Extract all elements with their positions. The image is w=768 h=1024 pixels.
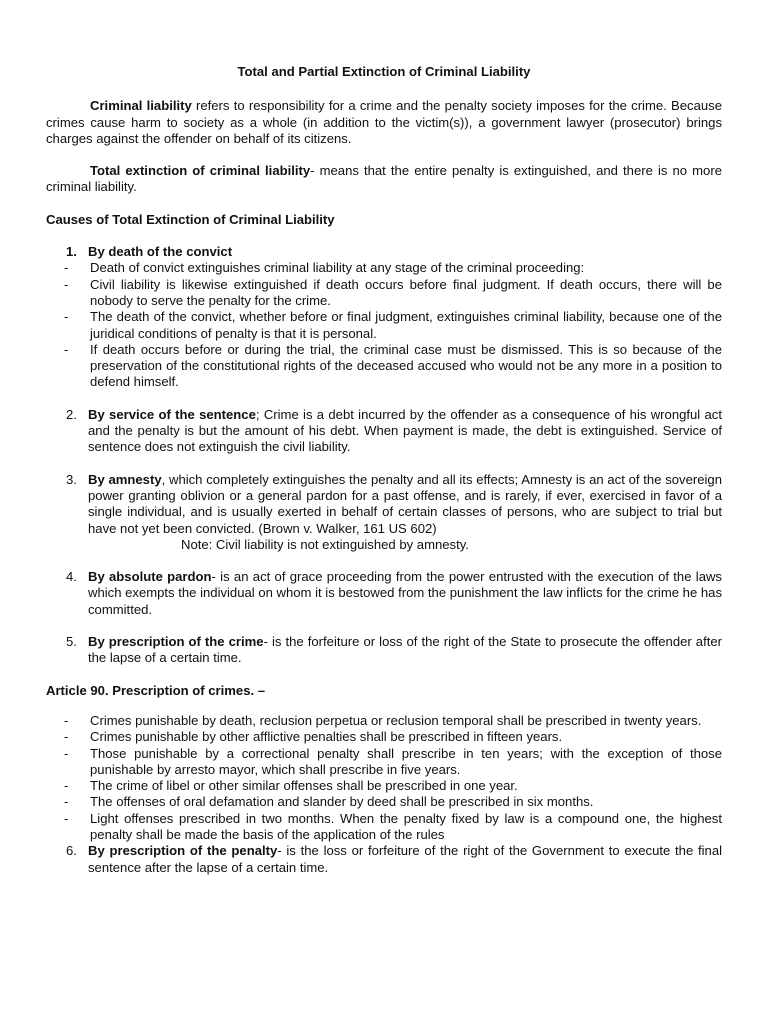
item-title: By prescription of the crime — [88, 634, 264, 650]
item-text: - is the forfeiture or loss of the right of the State to prosecute the offender after the lapse of a certain time. — [88, 634, 723, 666]
amnesty-note: Note: Civil liability is not extinguished by amnesty. — [181, 536, 469, 552]
death-bullet-list — [46, 260, 722, 390]
item-title: By absolute pardon — [88, 569, 212, 585]
item-number: 3. — [66, 471, 77, 487]
item-number: 6. — [66, 843, 77, 859]
item-title: By death of the convict — [88, 244, 233, 260]
list-item: - Crimes punishable by other afflictive penalties shall be prescribed in fifteen years. — [64, 729, 563, 745]
intro-total-extinction-text: - means that the entire penalty is extinguished, and there is no more criminal liability. — [46, 163, 722, 195]
term-total-extinction: Total extinction of criminal liability — [90, 163, 311, 179]
cause-item-1-header — [46, 244, 722, 260]
item-number: 5. — [66, 634, 77, 650]
item-text: - is the loss or forfeiture of the right of the Government to execute the final sentence after the lapse of a certain time. — [88, 843, 723, 875]
list-item: - Death of convict extinguishes criminal liability at any stage of the criminal proceeding: — [64, 260, 585, 276]
document-title: Total and Partial Extinction of Criminal Liability — [237, 64, 531, 79]
cause-item-1 — [46, 244, 722, 391]
term-criminal-liability: Criminal liability — [90, 98, 192, 114]
cause-item-3 — [46, 472, 722, 553]
intro-criminal-liability — [46, 98, 722, 147]
cause-item-4 — [46, 569, 722, 618]
item-title: By prescription of the penalty — [88, 843, 278, 859]
intro-total-extinction — [46, 163, 722, 196]
item-number: 2. — [66, 406, 77, 422]
item-title: By service of the sentence — [88, 406, 256, 422]
list-item: - Crimes punishable by death, reclusion perpetua or reclusion temporal shall be prescribed in twenty years. — [64, 712, 702, 728]
item-text: - is an act of grace proceeding from the power entrusted with the execution of the laws which exempts the individual on whom it is bestowed from the punishment the law inflicts for the crime he has committed. — [88, 569, 722, 617]
article-90-bullet-list — [46, 713, 722, 843]
list-item: - Those punishable by a correctional penalty shall prescribe in ten years; with the exception of those punishable by arresto mayor, which shall prescribe in five years. — [64, 745, 722, 777]
list-item: - The death of the convict, whether before or final judgment, extinguishes criminal liability, because one of the juridical conditions of penalty is that it is personal. — [64, 309, 722, 341]
item-text: , which completely extinguishes the penalty and all its effects; Amnesty is an act of the sovereign power granting oblivion or a general pardon for a past offense, and is rarely, if ever, exercised in favor of a single individual, and is usually exerted in behalf of certain classes of persons, who are subject to trial but have not yet been convicted. (Brown v. Walker, 161 US 602) — [88, 471, 722, 536]
list-item: - If death occurs before or during the trial, the criminal case must be dismissed. This is so because of the preservation of the constitutional rights of the deceased accused who would not be any more in a position to defend himself. — [64, 341, 722, 390]
item-text: ; Crime is a debt incurred by the offender as a consequence of his wrongful act and the penalty is but the amount of his debt. When payment is made, the debt is extinguished. Service of sentence does not extinguish the civil liability. — [88, 406, 722, 455]
list-item: - The offenses of oral defamation and slander by deed shall be prescribed in six months. — [64, 794, 594, 810]
item-number: 4. — [66, 569, 77, 585]
causes-heading: Causes of Total Extinction of Criminal Liability — [46, 211, 335, 227]
cause-item-2 — [46, 407, 722, 456]
list-item: - Light offenses prescribed in two months. When the penalty fixed by law is a compound one, the highest penalty shall be made the basis of the application of the rules — [64, 810, 722, 842]
cause-item-6 — [46, 843, 722, 876]
intro-criminal-liability-text: refers to responsibility for a crime and the penalty society imposes for the crime. Because crimes cause harm to society as a whole (in addition to the victim(s)), a government lawyer (prosecutor) brings charges against the offender on behalf of its citizens. — [46, 98, 722, 146]
list-item: - The crime of libel or other similar offenses shall be prescribed in one year. — [64, 778, 518, 794]
item-number: 1. — [66, 244, 77, 260]
cause-item-5 — [46, 634, 722, 667]
article-90-heading: Article 90. Prescription of crimes. – — [46, 682, 266, 698]
list-item: - Civil liability is likewise extinguished if death occurs before final judgment. If death occurs, there will be nobody to serve the penalty for the crime. — [64, 276, 722, 308]
item-title: By amnesty — [88, 471, 162, 487]
